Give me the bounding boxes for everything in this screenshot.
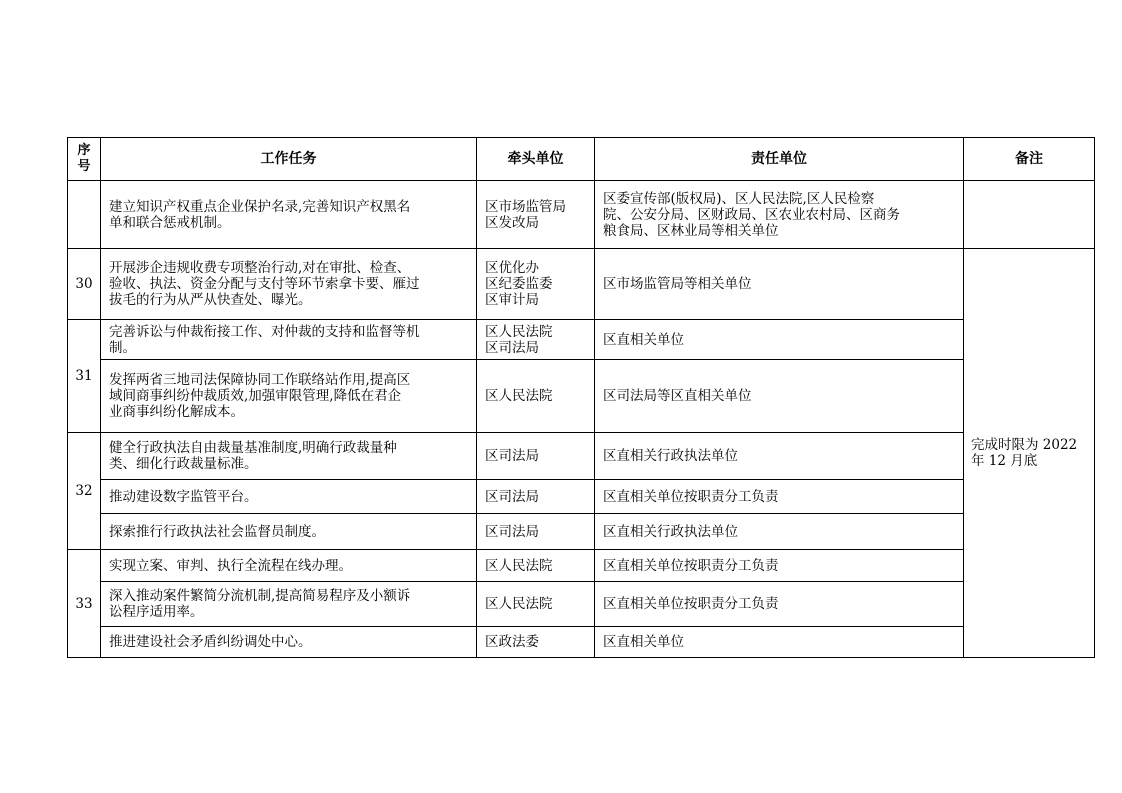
task-cell: 推动建设数字监管平台。 — [101, 480, 477, 514]
lead-cell: 区司法局 — [477, 514, 595, 550]
seq-cell: 31 — [68, 320, 101, 433]
task-cell: 完善诉讼与仲裁衔接工作、对仲裁的支持和监督等机 制。 — [101, 320, 477, 360]
task-cell: 实现立案、审判、执行全流程在线办理。 — [101, 550, 477, 582]
table-row — [68, 360, 1095, 433]
lead-cell: 区市场监管局 区发改局 — [477, 181, 595, 249]
header-note: 备注 — [964, 138, 1095, 181]
responsible-cell: 区直相关行政执法单位 — [595, 514, 964, 550]
note-cell — [964, 181, 1095, 249]
header-seq: 序 号 — [68, 138, 101, 181]
table-row — [68, 249, 1095, 320]
task-cell: 发挥两省三地司法保障协同工作联络站作用,提高区 域间商事纠纷仲裁质效,加强审限管理,降低在君企 业商事纠纷化解成本。 — [101, 360, 477, 433]
responsible-cell: 区直相关行政执法单位 — [595, 433, 964, 480]
responsible-cell: 区直相关单位 — [595, 320, 964, 360]
responsible-cell: 区直相关单位 — [595, 627, 964, 658]
lead-cell: 区人民法院 区司法局 — [477, 320, 595, 360]
table-row — [68, 514, 1095, 550]
lead-cell: 区人民法院 — [477, 582, 595, 627]
responsible-cell: 区直相关单位按职责分工负责 — [595, 550, 964, 582]
seq-cell: 32 — [68, 433, 101, 550]
task-cell: 开展涉企违规收费专项整治行动,对在审批、检查、 验收、执法、资金分配与支付等环节索拿卡要、雁过 拔毛的行为从严从快查处、曝光。 — [101, 249, 477, 320]
note-cell-merged: 完成时限为 2022 年 12 月底 — [964, 249, 1095, 658]
table-row — [68, 320, 1095, 360]
lead-cell: 区优化办 区纪委监委 区审计局 — [477, 249, 595, 320]
lead-cell: 区司法局 — [477, 433, 595, 480]
task-cell: 探索推行行政执法社会监督员制度。 — [101, 514, 477, 550]
lead-cell: 区司法局 — [477, 480, 595, 514]
lead-cell: 区政法委 — [477, 627, 595, 658]
responsible-cell: 区司法局等区直相关单位 — [595, 360, 964, 433]
responsible-cell: 区委宣传部(版权局)、区人民法院,区人民检察 院、公安分局、区财政局、区农业农村局、区商务 粮食局、区林业局等相关单位 — [595, 181, 964, 249]
seq-cell — [68, 181, 101, 249]
header-lead: 牵头单位 — [477, 138, 595, 181]
task-table — [67, 137, 1095, 658]
table-row — [68, 181, 1095, 249]
task-cell: 建立知识产权重点企业保护名录,完善知识产权黑名 单和联合惩戒机制。 — [101, 181, 477, 249]
task-cell: 健全行政执法自由裁量基准制度,明确行政裁量种 类、细化行政裁量标准。 — [101, 433, 477, 480]
header-row — [68, 138, 1095, 181]
lead-cell: 区人民法院 — [477, 360, 595, 433]
responsible-cell: 区直相关单位按职责分工负责 — [595, 480, 964, 514]
table-row — [68, 480, 1095, 514]
lead-cell: 区人民法院 — [477, 550, 595, 582]
responsible-cell: 区直相关单位按职责分工负责 — [595, 582, 964, 627]
seq-cell: 33 — [68, 550, 101, 658]
task-cell: 深入推动案件繁简分流机制,提高简易程序及小额诉 讼程序适用率。 — [101, 582, 477, 627]
seq-cell: 30 — [68, 249, 101, 320]
responsible-cell: 区市场监管局等相关单位 — [595, 249, 964, 320]
task-cell: 推进建设社会矛盾纠纷调处中心。 — [101, 627, 477, 658]
table-row — [68, 433, 1095, 480]
table-row — [68, 582, 1095, 627]
header-task: 工作任务 — [101, 138, 477, 181]
table-row — [68, 627, 1095, 658]
table-row — [68, 550, 1095, 582]
header-responsible: 责任单位 — [595, 138, 964, 181]
